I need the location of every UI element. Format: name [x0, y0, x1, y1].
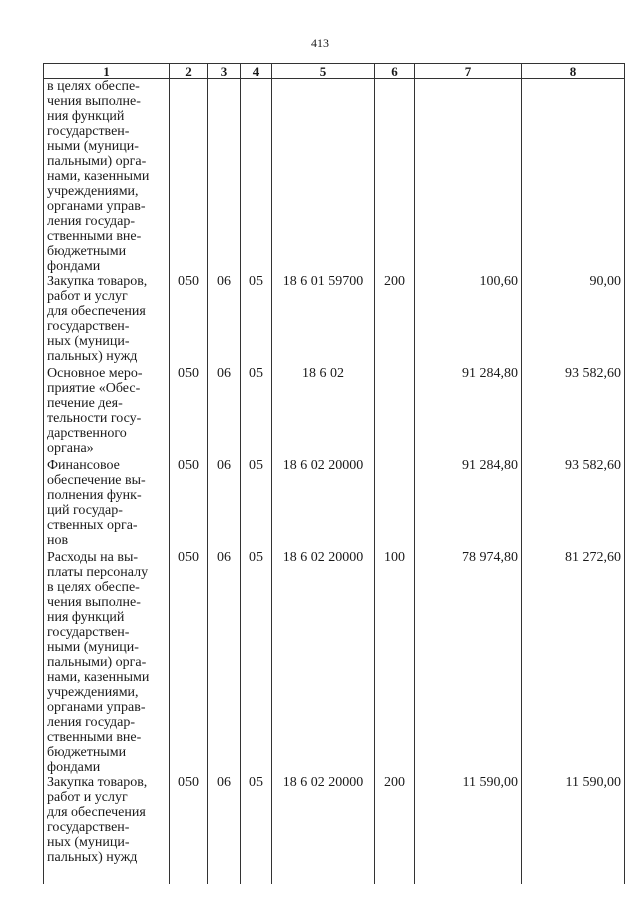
- table-row: [44, 366, 625, 458]
- cell-expense-type: 100: [375, 550, 415, 775]
- cell-amount-year-1: 11 590,00: [415, 775, 522, 884]
- cell-amount-year-2: [522, 79, 625, 275]
- cell-target-article: [272, 79, 375, 275]
- cell-amount-year-1: 91 284,80: [415, 366, 522, 458]
- table-row: [44, 79, 625, 275]
- table-row: [44, 775, 625, 884]
- cell-admin-code: 050: [170, 274, 208, 366]
- cell-amount-year-2: 93 582,60: [522, 458, 625, 550]
- cell-subsection: 05: [241, 274, 272, 366]
- cell-section: 06: [208, 458, 241, 550]
- cell-amount-year-1: 78 974,80: [415, 550, 522, 775]
- table-row: [44, 274, 625, 366]
- cell-subsection: 05: [241, 550, 272, 775]
- header-col-8: 8: [522, 64, 625, 79]
- cell-expense-type: [375, 79, 415, 275]
- cell-section: 06: [208, 366, 241, 458]
- header-col-4: 4: [241, 64, 272, 79]
- cell-subsection: 05: [241, 366, 272, 458]
- cell-subsection: 05: [241, 775, 272, 884]
- cell-target-article: 18 6 02 20000: [272, 550, 375, 775]
- header-col-3: 3: [208, 64, 241, 79]
- cell-expense-type: 200: [375, 775, 415, 884]
- cell-name: Финансовое обеспечение вы- полнения функ- ций государ- ственных орга- нов: [44, 458, 170, 550]
- cell-target-article: 18 6 02: [272, 366, 375, 458]
- table-row: [44, 458, 625, 550]
- page-number: 413: [311, 36, 329, 50]
- cell-amount-year-2: 90,00: [522, 274, 625, 366]
- cell-amount-year-1: 91 284,80: [415, 458, 522, 550]
- cell-section: 06: [208, 274, 241, 366]
- header-row: [44, 64, 625, 79]
- header-col-7: 7: [415, 64, 522, 79]
- cell-section: 06: [208, 550, 241, 775]
- cell-amount-year-2: 81 272,60: [522, 550, 625, 775]
- cell-name: Закупка товаров, работ и услуг для обеспечения государствен- ных (муници- пальных) нужд: [44, 274, 170, 366]
- cell-section: [208, 79, 241, 275]
- cell-amount-year-1: 100,60: [415, 274, 522, 366]
- cell-expense-type: 200: [375, 274, 415, 366]
- header-col-1: 1: [44, 64, 170, 79]
- cell-admin-code: 050: [170, 458, 208, 550]
- cell-amount-year-2: 93 582,60: [522, 366, 625, 458]
- cell-expense-type: [375, 366, 415, 458]
- cell-name: Основное меро- приятие «Обес- печение дея- тельности госу- дарственного органа»: [44, 366, 170, 458]
- table-row: [44, 550, 625, 775]
- cell-subsection: 05: [241, 458, 272, 550]
- cell-target-article: 18 6 01 59700: [272, 274, 375, 366]
- table-body: [44, 79, 625, 885]
- header-col-2: 2: [170, 64, 208, 79]
- cell-admin-code: [170, 79, 208, 275]
- header-col-5: 5: [272, 64, 375, 79]
- cell-section: 06: [208, 775, 241, 884]
- cell-subsection: [241, 79, 272, 275]
- cell-expense-type: [375, 458, 415, 550]
- cell-amount-year-1: [415, 79, 522, 275]
- cell-admin-code: 050: [170, 550, 208, 775]
- cell-amount-year-2: 11 590,00: [522, 775, 625, 884]
- cell-admin-code: 050: [170, 366, 208, 458]
- cell-name: Закупка товаров, работ и услуг для обеспечения государствен- ных (муници- пальных) нужд: [44, 775, 170, 884]
- cell-target-article: 18 6 02 20000: [272, 458, 375, 550]
- budget-table: [43, 63, 625, 884]
- header-col-6: 6: [375, 64, 415, 79]
- cell-name: в целях обеспе- чения выполне- ния функций государствен- ными (муници- пальными) орга- нами, казенными учреждениями, органами управ- ления государ- ственными вне- бюджетными фондами: [44, 79, 170, 275]
- cell-admin-code: 050: [170, 775, 208, 884]
- cell-name: Расходы на вы- платы персоналу в целях обеспе- чения выполне- ния функций государствен- ными (муници- пальными) орга- нами, казенными учреждениями, органами управ- ления государ- ственными вне- бюджетными фондами: [44, 550, 170, 775]
- cell-target-article: 18 6 02 20000: [272, 775, 375, 884]
